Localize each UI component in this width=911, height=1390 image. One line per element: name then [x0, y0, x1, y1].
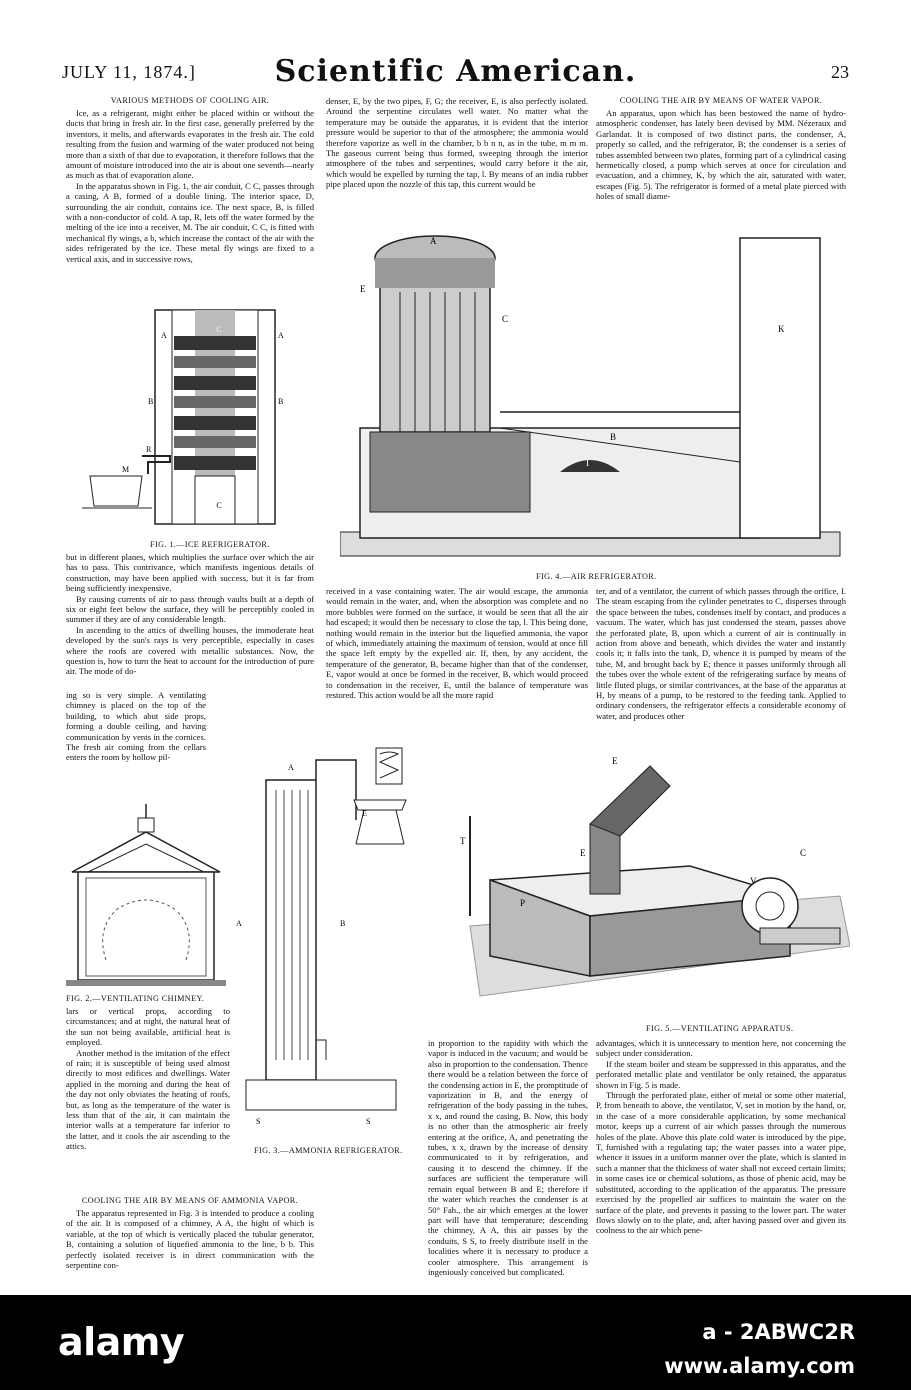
alamy-logo: alamy [58, 1320, 185, 1364]
figure-caption: FIG. 3.—AMMONIA REFRIGERATOR. [254, 1146, 403, 1155]
figure-caption: FIG. 2.—VENTILATING CHIMNEY. [66, 994, 205, 1003]
text-block [596, 586, 846, 721]
svg-text:E: E [362, 809, 367, 818]
svg-text:E: E [612, 756, 618, 766]
svg-text:A: A [236, 919, 242, 928]
section-heading-cooling-air: VARIOUS METHODS OF COOLING AIR. [110, 96, 270, 105]
svg-text:R: R [146, 445, 152, 454]
paragraph: ing so is very simple. A ventilating chimney is placed on the top of the building, to which abut side props, forming a double ceiling, and having communication by vents in the cornices. The fresh air coming from the cellars enters the room by hollow pil- [66, 690, 206, 763]
svg-text:K: K [778, 324, 785, 334]
svg-text:C: C [502, 314, 509, 324]
svg-text:A: A [278, 331, 284, 340]
paragraph: lars or vertical props, according to circumstances; and at night, the natural heat of the sun not being available, artificial heat is employed. [66, 1006, 230, 1048]
svg-text:M: M [122, 465, 130, 474]
paragraph: By causing currents of air to pass through vaults built at a depth of six or eight feet below the surface, they will be perceptibly cooled in summer if they are of any considerable length. [66, 593, 314, 625]
svg-text:V: V [750, 876, 757, 886]
text-block [326, 96, 588, 190]
svg-text:E: E [580, 848, 586, 858]
text-block-intro [66, 108, 314, 264]
section-heading-water-vapor: COOLING THE AIR BY MEANS OF WATER VAPOR. [619, 96, 823, 105]
masthead-title: Scientific American. [274, 54, 637, 89]
text-block [66, 1208, 314, 1270]
section-heading-ammonia: COOLING THE AIR BY MEANS OF AMMONIA VAPOR. [81, 1196, 299, 1205]
text-block [66, 1006, 230, 1152]
svg-text:C: C [216, 501, 222, 510]
svg-text:S: S [256, 1117, 261, 1126]
paragraph: Ice, as a refrigerant, might either be placed within or without the ducts that bring in fresh air. In the first case, generally preferred by the inventors, it melts, and afterwards evaporates in the fresh air. The cold resulting from the fusion and warming of the water produced not being more than a sixth of that due to evaporation, it therefore follows that the amount of moisture introduced into the air is about one seventh—nearly as much as that of evaporation alone. [66, 108, 314, 181]
paragraph: In the apparatus shown in Fig. 1, the air conduit, C C, passes through a casing, A B, formed of a double lining. The interior space, D, surrounding the air conduit, contains ice. The next space, B, is filled with a non-conductor of cold. A tap, R, lets off the water formed by the melting of the ice into a receiver, M. The air conduit, C C, is fitted with mechanical fly wings, a b, which increase the contact of the air with the sides refrigerated by the ice. These metal fly wings are fixed to a vertical axis, and in successive rows, [66, 180, 314, 264]
svg-text:B: B [610, 432, 617, 442]
svg-text:B: B [340, 919, 346, 928]
paragraph: but in different planes, which multiplies the surface over which the air has to pass. This contrivance, which manifests ingenious details of construction, may have been applied with success, but it is far from being sufficiently inexpensive. [66, 552, 314, 594]
figure-ventilating-apparatus [460, 756, 850, 1006]
paragraph: If the steam boiler and steam be suppressed in this apparatus, and the perforated metallic plate and ventilator be only retained, the apparatus shown in Fig. 5 is made. [596, 1058, 846, 1090]
svg-text:E: E [360, 284, 366, 294]
figure-ammonia-refrigerator [236, 740, 426, 1140]
paragraph: Another method is the imitation of the effect of rain; it is susceptible of being used almost directly to most edifices and dwellings. Water applied in the morning and during the heat of the day not only obviates the heating of roofs, but, as long as the temperature of the water is less than that of the air, it can maintain the interior walls at a temperature far inferior to the latter, and it cools the air ascending to the attics. [66, 1047, 230, 1152]
svg-text:A: A [430, 236, 437, 246]
svg-text:C: C [800, 848, 807, 858]
figure-ventilating-chimney [66, 800, 226, 990]
figure-caption: FIG. 4.—AIR REFRIGERATOR. [536, 572, 657, 581]
svg-text:B: B [148, 397, 154, 406]
text-block [66, 552, 314, 677]
paragraph: denser, E, by the two pipes, F, G; the receiver, E, is also perfectly isolated. Around the serpentine circulates well water. No matter what the temperature may be outside the apparatus, it is evident that the interior pressure would be superior to that of the atmosphere; the ammonia would therefore vaporize as well in the chamber, b b n n, as in the tube, m m m. The gaseous current being thus formed, sweeping through the interior atmosphere of the tubes and serpentines, would carry before it the air, which would be expelled by turning the tap, l. By means of an india rubber pipe placed upon the nozzle of this tap, this current would be [326, 96, 588, 190]
paragraph: ter, and of a ventilator, the current of which passes through the orifice, I. The steam escaping from the cylinder penetrates to C, disperses through the space between the tubes, condenses itself by contact, and produces a vacuum. The water, which has just condensed the steam, passes above the perforated plate, B, upon which a current of air is continually in action from above and beneath, which divides the water and instantly cools it; it falls into the tank, D, whence it is pumped by means of the tube, M, and brought back by E; thence it passes uniformly through all the tubes over the whole extent of the refrigerating surface by means of little fluted plugs, or similar contrivances, at the base of the apparatus at H, by means of a pump, to be restored to the feeding tank. Applied to ordinary condensers, the refrigerator effects a considerable economy of water, and produces other [596, 586, 846, 721]
svg-text:C: C [216, 325, 222, 334]
text-block [596, 108, 846, 202]
svg-text:A: A [161, 331, 167, 340]
footer-url: www.alamy.com [664, 1354, 855, 1378]
paragraph: advantages, which it is unnecessary to mention here, not concerning the subject under consideration. [596, 1038, 846, 1059]
page-number: 23 [831, 62, 849, 82]
text-block [326, 586, 588, 700]
image-id: a - 2ABWC2R [702, 1320, 855, 1344]
figure-ice-refrigerator [82, 306, 302, 534]
paragraph: in proportion to the rapidity with which the vapor is induced in the vacuum; and would be also in proportion to the condensation. Thence there would be a relation between the force of the condensing action in E, the promptitude of vaporization in B, and the energy of refrigeration of the body passing in the tubes, x x, and round the casing, B. Now, this body is no other than the atmospheric air freely entering at the orifice, A, and penetrating the tubes, x x, drawn by the increase of density communicated to it by refrigeration, and causing it to descend the chimney. If the surfaces are sufficient the temperature will remain equal between B and E; therefore if the water which reaches the condenser is at 50° Fah., the air which emerges at the lower part will have that temperature; descending the chimney, A A, this air passes by the conduits, S S, to freely distribute itself in the localities where it is necessary to produce a cooler atmosphere. This arrangement is ingeniously conceived but complicated. [428, 1038, 588, 1277]
paragraph: In ascending to the attics of dwelling houses, the immoderate heat developed by the sun's rays is very perceptible, especially in cases where the roofs are covered with metallic substances. Now, the question is, how to turn the heat to account for the introduction of pure air. The mode of do- [66, 624, 314, 677]
paragraph: received in a vase containing water. The air would escape, the ammonia would remain in the water, and, when the absorption was complete and no more bubbles were formed on the surface, it would be seen that all the air had escaped; it would then be necessary to close the tap, l. This being done, nothing would remain in the interior but the liquefied ammonia, the vapor of which, immediately attaining the maximum of tension, would at once fill the space left empty by the expelled air. If, then, by any accident, the temperature of the generator, B, became higher than that of the condenser, E, vapor would at once be formed in the receiver, B, which would proceed to condensation in the receiver, E, until the balance of temperature was restored. This action would be all the more rapid [326, 586, 588, 701]
figure-air-refrigerator [340, 232, 848, 564]
svg-text:A: A [288, 763, 294, 772]
paragraph: An apparatus, upon which has been bestowed the name of hydro-atmospheric condenser, has lately been devised by MM. Nézeraux and Garlandat. It is composed of two distinct parts, the condenser, A, properly so called, and the refrigerator, B; the condenser is a series of tubes assembled between two plates, forming part of a cylindrical casing hermetically closed, a pump which serves at once for circulation and evacuation, and a chimney, K, by which the air, saturated with water, escapes (Fig. 5). The refrigerator is formed of a metal plate pierced with holes of small diame- [596, 108, 846, 202]
text-block [428, 1038, 588, 1277]
svg-text:S: S [366, 1117, 371, 1126]
figure-caption: FIG. 5.—VENTILATING APPARATUS. [646, 1024, 794, 1033]
text-block [596, 1038, 846, 1236]
text-block [66, 690, 206, 763]
svg-text:P: P [520, 898, 526, 908]
figure-caption: FIG. 1.—ICE REFRIGERATOR. [150, 540, 270, 549]
svg-text:T: T [460, 836, 466, 846]
svg-text:I: I [586, 458, 589, 468]
issue-date: JULY 11, 1874.] [62, 62, 196, 82]
svg-text:B: B [278, 397, 284, 406]
paragraph: Through the perforated plate, either of metal or some other material, P, from beneath to above, the ventilator, V, set in motion by the hand, or, in the case of a more considerable application, by some mechanical motor, keeps up a current of air which passes through the numerous holes of the plate. Above this plate cold water is introduced by the pipe, T, furnished with a regulating tap; the water passes into a water pipe, whence it issues in a uniform manner over the plate, which is slanted in such a manner that the thickness of water shall not exceed certain limits; in some cases ice or chemical solutions, as those of phenic acid, may be substituted, according to the application of the apparatus. The pressure exercised by the propelled air suffices to maintain the water on the surface of the plate, and prevents it passing to the lower part. The water flows slowly on to the plate, and, after having passed over and given its coolness to the air which pene- [596, 1090, 846, 1236]
paragraph: The apparatus represented in Fig. 3 is intended to produce a cooling of the air. It is composed of a chimney, A A, the hight of which is variable, at the top of which is vertically placed the tubular generator, B, containing a solution of liquefied ammonia to the line, b b. This perfectly isolated receiver is in direct communication with the serpentine con- [66, 1208, 314, 1271]
